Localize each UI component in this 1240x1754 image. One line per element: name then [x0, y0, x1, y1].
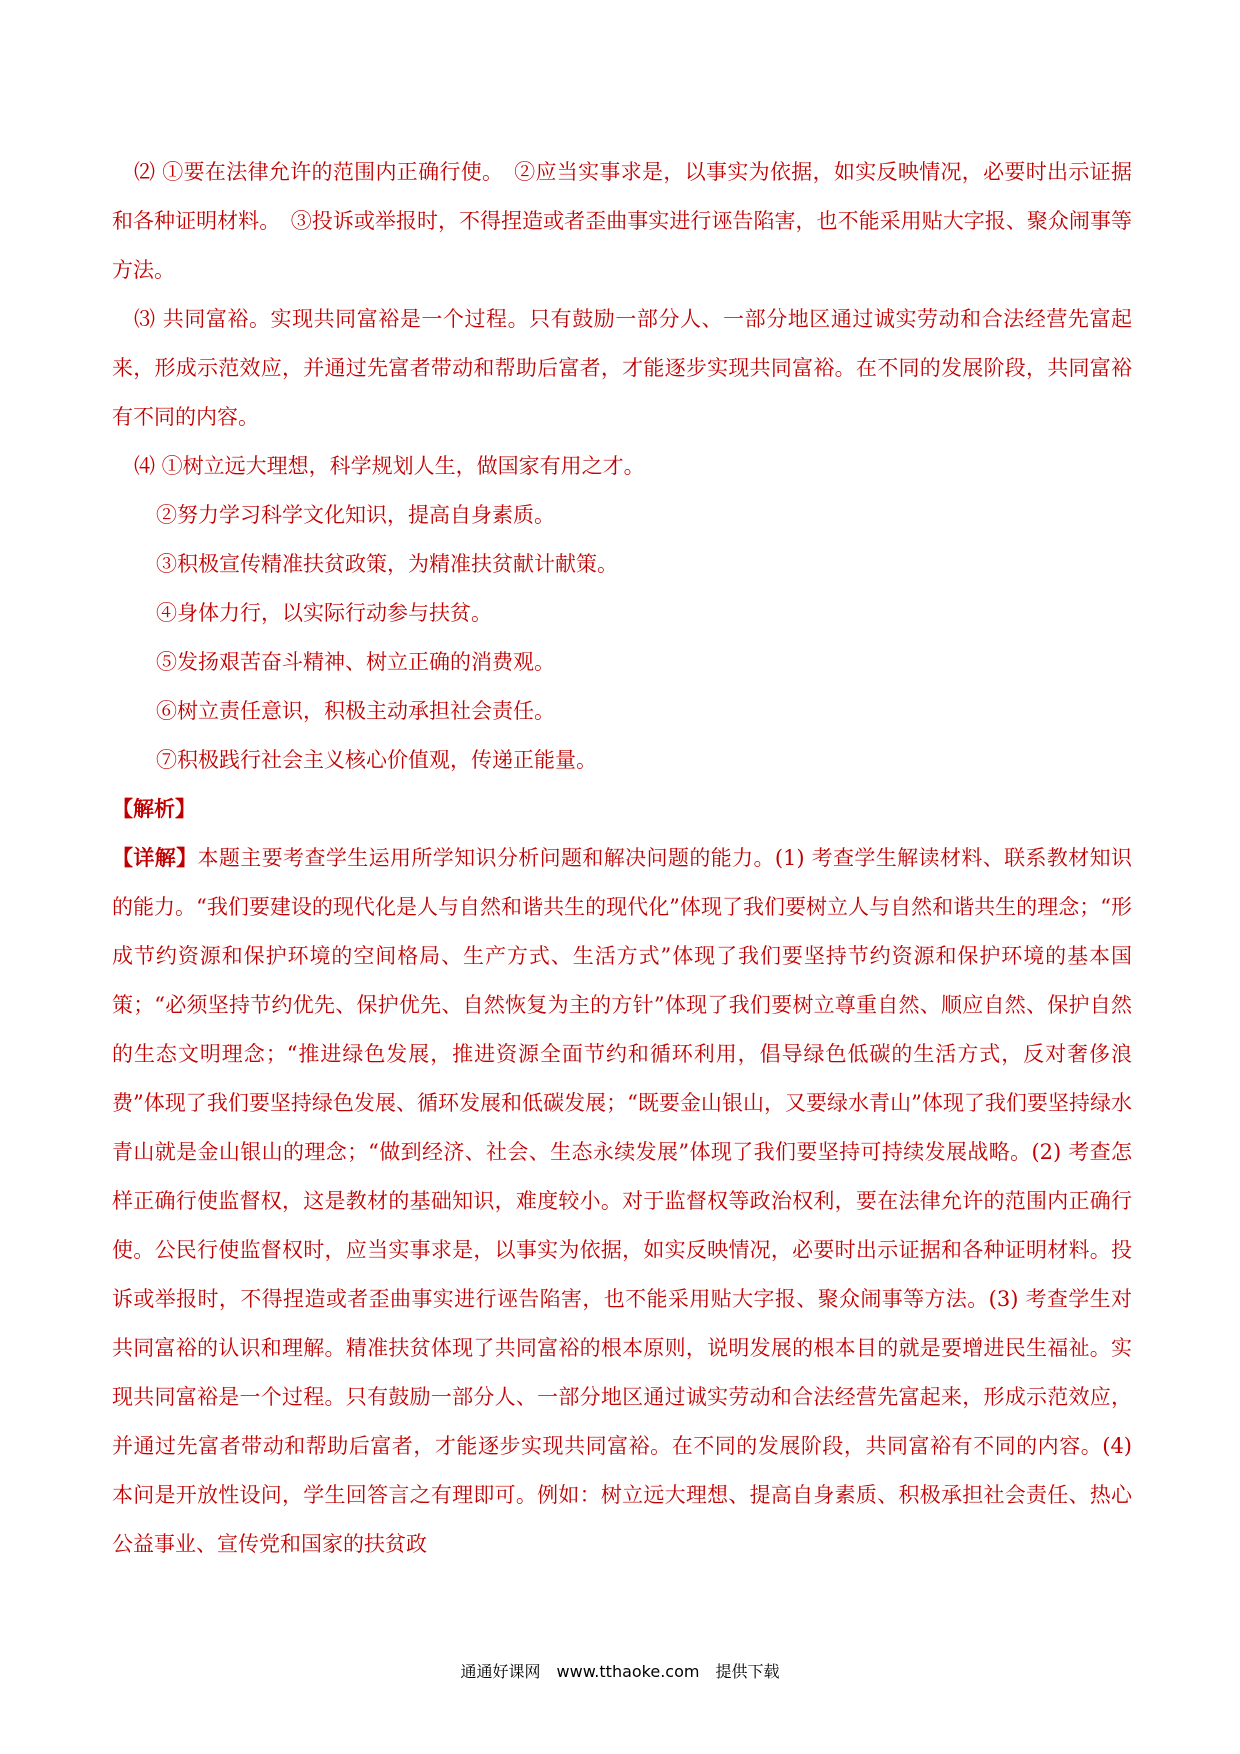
answer-section	[112, 148, 1132, 1569]
answer-part-4-item: ②努力学习科学文化知识，提高自身素质。	[156, 503, 555, 527]
answer-part-2: ⑵ ①要在法律允许的范围内正确行使。 ②应当实事求是，以事实为依据，如实反映情况，必要时出示证据和各种证明材料。 ③投诉或举报时，不得捏造或者歪曲事实进行诬告陷害，也不能采用贴大字报、聚众闹事等方法。	[112, 160, 1132, 282]
answer-part-4-item: ⑦积极践行社会主义核心价值观，传递正能量。	[156, 748, 597, 772]
answer-part-4-item: ⑤发扬艰苦奋斗精神、树立正确的消费观。	[156, 650, 555, 674]
page-footer: 通通好课网 www.tthaoke.com 提供下载	[460, 1662, 780, 1681]
analysis-heading: 【解析】	[112, 797, 196, 821]
answer-part-4-item: ④身体力行，以实际行动参与扶贫。	[156, 601, 492, 625]
answer-part-4-item: ⑥树立责任意识，积极主动承担社会责任。	[156, 699, 555, 723]
answer-part-3: ⑶ 共同富裕。实现共同富裕是一个过程。只有鼓励一部分人、一部分地区通过诚实劳动和合法经营先富起来，形成示范效应，并通过先富者带动和帮助后富者，才能逐步实现共同富裕。在不同的发展阶段，共同富裕有不同的内容。	[112, 307, 1132, 429]
detail-label: 【详解】	[112, 846, 198, 870]
answer-part-4-first: ⑷ ①树立远大理想，科学规划人生，做国家有用之才。	[134, 454, 645, 478]
answer-part-4-item: ③积极宣传精准扶贫政策，为精准扶贫献计献策。	[156, 552, 618, 576]
analysis-detail	[112, 834, 1132, 1569]
detail-text: 本题主要考查学生运用所学知识分析问题和解决问题的能力。(1) 考查学生解读材料、联系教材知识的能力。“我们要建设的现代化是人与自然和谐共生的现代化”体现了我们要树立人与自然和谐共生的理念；“形成节约资源和保护环境的空间格局、生产方式、生活方式”体现了我们要坚持节约资源和保护环境的基本国策；“必须坚持节约优先、保护优先、自然恢复为主的方针”体现了我们要树立尊重自然、顺应自然、保护自然的生态文明理念；“推进绿色发展，推进资源全面节约和循环利用，倡导绿色低碳的生活方式，反对奢侈浪费”体现了我们要坚持绿色发展、循环发展和低碳发展；“既要金山银山，又要绿水青山”体现了我们要坚持绿水青山就是金山银山的理念；“做到经济、社会、生态永续发展”体现了我们要坚持可持续发展战略。(2) 考查怎样正确行使监督权，这是教材的基础知识，难度较小。对于监督权等政治权利，要在法律允许的范围内正确行使。公民行使监督权时，应当实事求是，以事实为依据，如实反映情况，必要时出示证据和各种证明材料。投诉或举报时，不得捏造或者歪曲事实进行诬告陷害，也不能采用贴大字报、聚众闹事等方法。(3) 考查学生对共同富裕的认识和理解。精准扶贫体现了共同富裕的根本原则，说明发展的根本目的就是要增进民生福祉。实现共同富裕是一个过程。只有鼓励一部分人、一部分地区通过诚实劳动和合法经营先富起来，形成示范效应，并通过先富者带动和帮助后富者，才能逐步实现共同富裕。在不同的发展阶段，共同富裕有不同的内容。(4) 本问是开放性设问，学生回答言之有理即可。例如：树立远大理想、提高自身素质、积极承担社会责任、热心公益事业、宣传党和国家的扶贫政	[112, 846, 1132, 1556]
